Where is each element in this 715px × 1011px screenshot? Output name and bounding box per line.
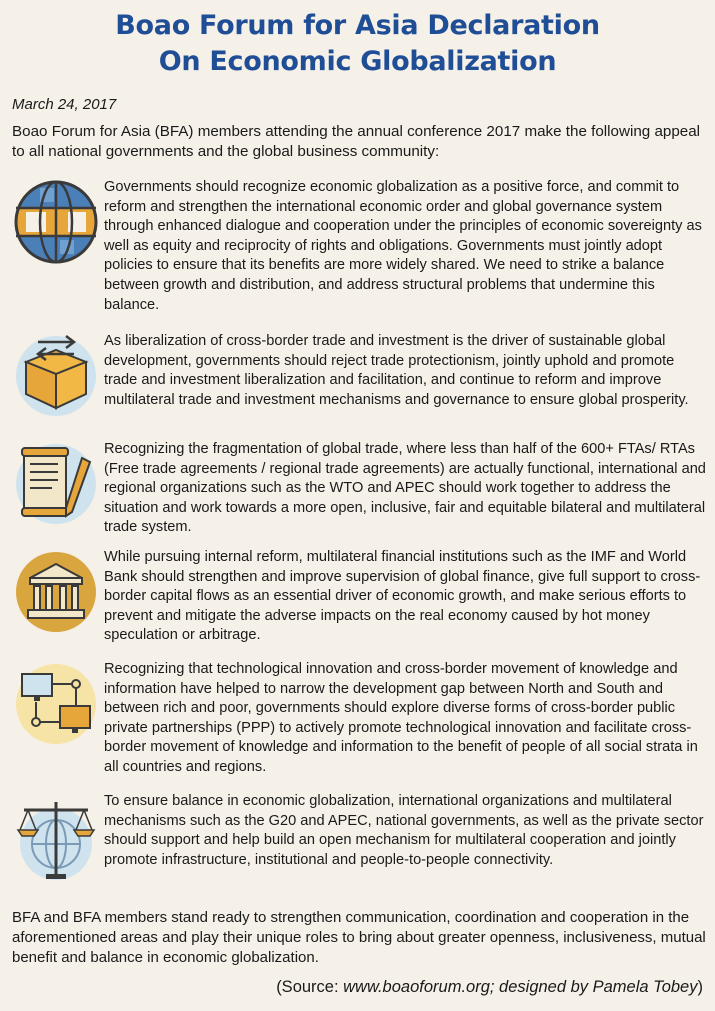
scroll-pen-icon — [12, 440, 100, 528]
declaration-text-2: As liberalization of cross-border trade and investment is the driver of sustainable global development, governments should reject trade protectionism, jointly uphold and promote trade and investment liberalization and facilitation, and continue to reform and improve multilateral trade and investment mechanisms and governance to ensure global prosperity. — [104, 333, 689, 408]
network-computers-icon — [12, 660, 100, 748]
globe-icon — [12, 178, 100, 266]
closing-paragraph: BFA and BFA members stand ready to strengthen communication, coordination and cooperation in the aforementioned areas and play their unique roles to bring about greater openness, inclusiveness, mutual benefit and balance in economic globalization. — [12, 909, 706, 966]
source-close: ) — [697, 978, 703, 996]
source-text: www.boaoforum.org; designed by Pamela Tobey — [343, 978, 698, 996]
source-open: (Source: — [276, 978, 344, 996]
declaration-text-1: Governments should recognize economic globalization as a positive force, and commit to reform and strengthen the international economic order and global governance system through enhanced dialogue and cooperation under the principles of economic sovereignty as well as equity and reciprocity of rights and obligations. Governments must jointly adopt policies to ensure that its benefits are more widely shared. We need to strike a balance between growth and distribution, and address structural problems that undermine this balance. — [104, 179, 702, 313]
title-line-1: Boao Forum for Asia Declaration — [115, 10, 600, 41]
bank-icon — [12, 548, 100, 636]
title-line-2: On Economic Globalization — [158, 46, 557, 77]
trade-box-icon — [12, 332, 100, 420]
date: March 24, 2017 — [12, 96, 117, 113]
intro-paragraph: Boao Forum for Asia (BFA) members attending the annual conference 2017 make the following appeal to all national governments and the global business community: — [12, 123, 701, 160]
declaration-text-5: Recognizing that technological innovation and cross-border movement of knowledge and information have helped to narrow the development gap between North and South and between rich and poor, governments should explore diverse forms of cross-border public private partnerships (PPP) to actively promote technological innovation and facilitate cross-border movement of knowledge and information to the benefit of people of all social strata in all countries and regions. — [104, 661, 698, 775]
source-credit — [276, 978, 703, 997]
page-title — [0, 8, 715, 80]
balance-scale-icon — [12, 796, 100, 884]
declaration-text-4: While pursuing internal reform, multilateral financial institutions such as the IMF and World Bank should strengthen and improve supervision of global finance, give full support to cross-border capital flows as an essential driver of economic growth, and make serious efforts to prevent and mitigate the adverse impacts on the real economy caused by hot money speculation or arbitrage. — [104, 549, 701, 644]
declaration-text-6: To ensure balance in economic globalization, international organizations and multilateral mechanisms such as the G20 and APEC, national governments, as well as the private sector should support and help build an open mechanism for multilateral cooperation and jointly promote infrastructure, institutional and people-to-people connectivity. — [104, 793, 704, 868]
declaration-text-3: Recognizing the fragmentation of global trade, where less than half of the 600+ FTAs/ RTAs (Free trade agreements / regional trade agreements) are actually functional, international and regional organizations such as the WTO and APEC should work together to address the situation and work towards a more open, inclusive, fair and equitable bilateral and multilateral trade system. — [104, 441, 706, 536]
